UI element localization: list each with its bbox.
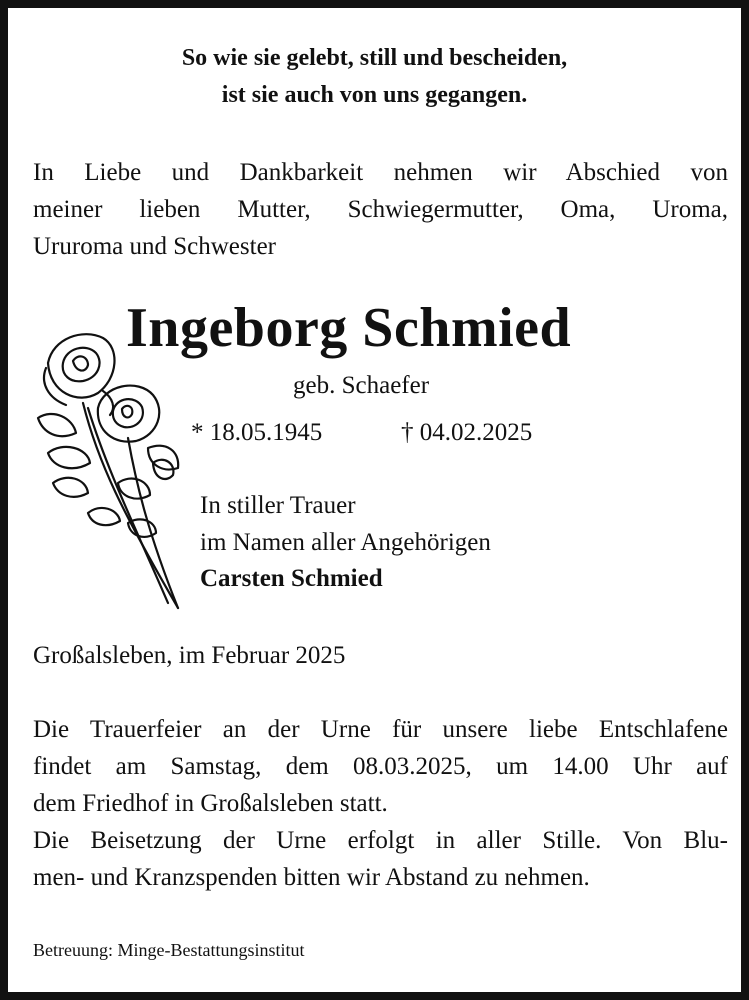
intro-line-2: meiner lieben Mutter, Schwiegermutter, Oma, Uroma, (33, 196, 728, 223)
roses-icon (28, 323, 203, 613)
intro-line-1: In Liebe und Dankbarkeit nehmen wir Abschied von (33, 159, 728, 186)
ceremony-line-2: findet am Samstag, dem 08.03.2025, um 14.00 Uhr auf (33, 753, 728, 780)
funeral-home-credit: Betreuung: Minge-Bestattungsinstitut (33, 940, 305, 960)
death-date: † 04.02.2025 (401, 419, 533, 446)
ceremony-line-4: Die Beisetzung der Urne erfolgt in aller Stille. Von Blu- (33, 827, 728, 854)
birth-date: * 18.05.1945 (191, 419, 323, 446)
place-date: Großalsleben, im Februar 2025 (33, 642, 346, 669)
intro-line-3: Ururoma und Schwester (33, 233, 276, 260)
signature-line-2: im Namen aller Angehörigen (200, 529, 491, 556)
intro-paragraph (33, 154, 728, 265)
ceremony-line-5: men- und Kranzspenden bitten wir Abstand zu nehmen. (33, 864, 590, 891)
motto (8, 40, 741, 114)
ceremony-paragraph (33, 711, 728, 896)
signer-name: Carsten Schmied (200, 565, 383, 592)
ceremony-line-3: dem Friedhof in Großalsleben statt. (33, 790, 388, 817)
signature-line-1: In stiller Trauer (200, 492, 356, 519)
maiden-name: geb. Schaefer (293, 372, 430, 399)
ceremony-line-1: Die Trauerfeier an der Urne für unsere liebe Entschlafene (33, 716, 728, 743)
deceased-name: Ingeborg Schmied (126, 297, 572, 359)
motto-line-2: ist sie auch von uns gegangen. (221, 82, 528, 108)
motto-line-1: So wie sie gelebt, still und bescheiden, (181, 45, 568, 71)
